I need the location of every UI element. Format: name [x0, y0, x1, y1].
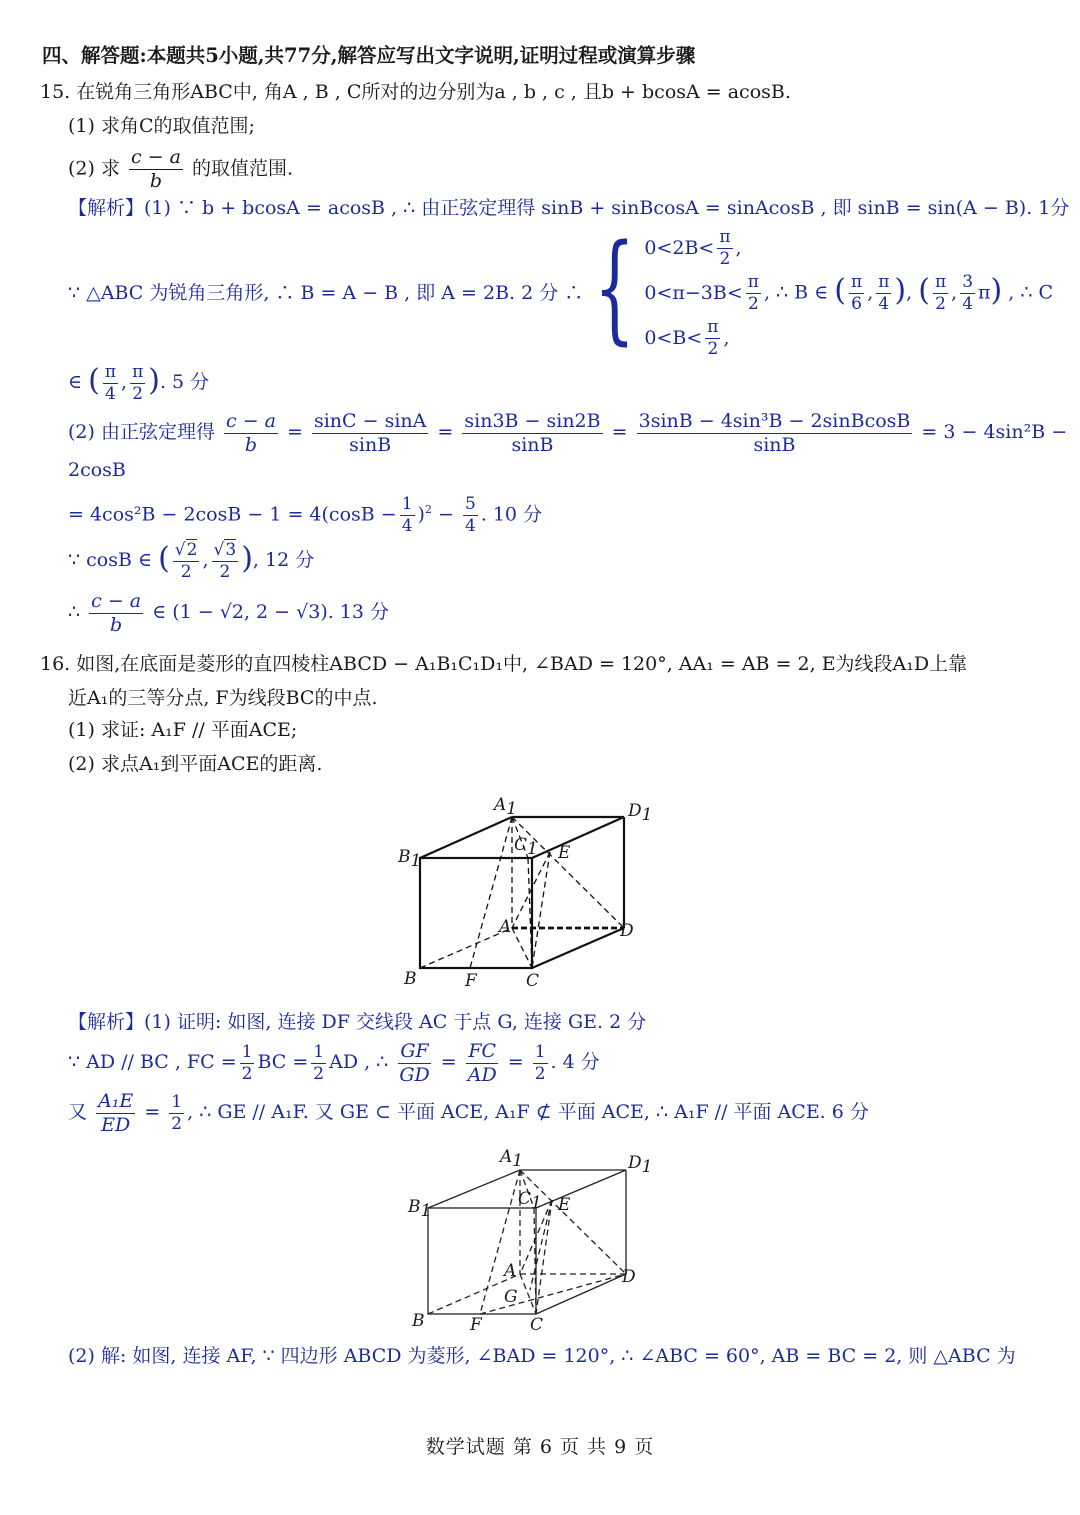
q15-part2-fraction	[129, 148, 183, 191]
q15-solution-part2-line2: 2cosB	[68, 459, 126, 481]
fig2-label-d: D	[622, 1267, 636, 1287]
prism-figure-1	[390, 792, 660, 992]
q15-part2-suffix: 的取值范围.	[192, 157, 294, 180]
fig2-label-g: G	[504, 1287, 518, 1307]
q16-part2: (2) 求点A₁到平面ACE的距离.	[68, 753, 323, 775]
q16-part1: (1) 求证: A₁F // 平面ACE;	[68, 719, 298, 741]
q16-solution-line2: ∵ AD // BC , FC = $\frac{1}{2}$ BC = $\frac{1}{2}$ AD , ∴ $\frac{GF}{GD}$ = $\frac{FC}{AD}$ = $\frac{1}{2}$ . 4 分	[68, 1039, 600, 1086]
fig2-label-a: A	[504, 1261, 517, 1281]
q15-solution-part2-line4: ∵ cosB ∈ ( $\frac{√2}{2}$ , $\frac{√3}{2}$ ), 12 分	[68, 539, 315, 582]
fig2-label-a1: A1	[500, 1147, 524, 1171]
q15-stem: 15. 在锐角三角形ABC中, 角A , B , C所对的边分别为a , b , c , 且b + bcosA = acosB.	[40, 81, 791, 103]
q15-solution-part2-line5: ∴ $\frac{c - a}{b}$ ∈ (1 − √2, 2 − √3). 13 分	[68, 589, 390, 636]
frac-denominator: b	[149, 170, 163, 192]
fig1-label-c1: C1	[514, 835, 538, 859]
q16-solution-line4: (2) 解: 如图, 连接 AF, ∵ 四边形 ABCD 为菱形, ∠BAD = 120°, ∴ ∠ABC = 60°, AB = BC = 2, 则 △ABC 为	[68, 1345, 1016, 1367]
fig2-label-c1: C1	[518, 1189, 542, 1213]
fig1-label-f: F	[465, 971, 477, 991]
fig2-label-f: F	[470, 1315, 482, 1335]
q16-stem-line2: 近A₁的三等分点, F为线段BC的中点.	[68, 687, 378, 709]
q15-solution-line2	[68, 218, 1054, 359]
q16-solution-line1: 【解析】(1) 证明: 如图, 连接 DF 交线段 AC 于点 G, 连接 GE. 2 分	[68, 1011, 647, 1033]
section-title: 四、解答题:本题共5小题,共77分,解答应写出文字说明,证明过程或演算步骤	[42, 44, 696, 67]
q15-part2	[68, 148, 293, 191]
fig1-label-a1: A1	[494, 795, 518, 819]
fig1-label-b: B	[404, 969, 417, 989]
fig1-label-a: A	[499, 917, 512, 937]
system-row-3: 0<B< $\frac{\pi}{2}$ ,	[644, 316, 730, 359]
sol-line2-prefix: ∵ △ABC 为锐角三角形, ∴ B = A − B , 即 A = 2B. 2 分 ∴	[68, 282, 584, 304]
prism-figure-2	[400, 1142, 660, 1342]
fig2-label-e: E	[558, 1195, 571, 1215]
q15-solution-line1: 【解析】(1) ∵ b + bcosA = acosB , ∴ 由正弦定理得 sinB + sinBcosA = sinAcosB , 即 sinB = sin(A − B). 1分	[68, 197, 1070, 219]
fig1-label-d: D	[620, 921, 634, 941]
system-row-2: 0<π−3B< $\frac{\pi}{2}$	[644, 271, 759, 314]
inequality-system	[583, 218, 764, 359]
q15-part1: (1) 求角C的取值范围;	[68, 115, 255, 137]
left-brace-icon: {	[594, 218, 636, 356]
q15-solution-part2-line3: = 4cos²B − 2cosB − 1 = 4(cosB − $\frac{1}{4}$ )$^2$ − $\frac{5}{4}$ . 10 分	[68, 493, 543, 536]
fig2-label-d1: D1	[628, 1153, 653, 1177]
fig1-label-d1: D1	[628, 801, 653, 825]
fig1-label-e: E	[558, 843, 571, 863]
system-row-1: 0<2B< $\frac{\pi}{2}$ ,	[644, 226, 742, 269]
fig2-label-b: B	[412, 1311, 425, 1331]
fig1-label-c: C	[526, 971, 540, 991]
fig1-label-b1: B1	[398, 847, 422, 871]
sol-line2-b-range: , ∴ B ∈ ( $\frac{\pi}{6}$ , $\frac{\pi}{4}$ ), ( $\frac{\pi}{2}$ , $\frac{3}{4}$ π) , ∴ C	[763, 271, 1054, 314]
q15-part2-prefix: (2) 求	[68, 157, 120, 180]
q16-stem-line1: 16. 如图,在底面是菱形的直四棱柱ABCD − A₁B₁C₁D₁中, ∠BAD = 120°, AA₁ = AB = 2, E为线段A₁D上靠	[40, 653, 968, 675]
q15-solution-part2: (2) 由正弦定理得 $\frac{c - a}{b}$ = $\frac{\sin C - \sin A}{\sin B}$ = $\frac{\sin 3B - \sin 2B}{\sin B}$ = $\frac{\text{3sinB − 4sin³B − 2sinBcosB}}{\sin B}$ = 3 − 4sin²B −	[68, 409, 1068, 456]
page-footer: 数学试题 第 6 页 共 9 页	[425, 1436, 655, 1458]
fig2-label-b1: B1	[408, 1197, 432, 1221]
frac-numerator: c − a	[131, 146, 181, 168]
q16-solution-line3: 又 $\frac{\text{A₁E}}{ED}$ = $\frac{1}{2}$ , ∴ GE // A₁F. 又 GE ⊂ 平面 ACE, A₁F ⊄ 平面 ACE, ∴ A₁F // 平面 ACE. 6 分	[68, 1089, 869, 1136]
q15-solution-line3: ∈ ( $\frac{\pi}{4}$ , $\frac{\pi}{2}$ ). 5 分	[68, 361, 210, 404]
fig2-label-c: C	[530, 1315, 544, 1335]
